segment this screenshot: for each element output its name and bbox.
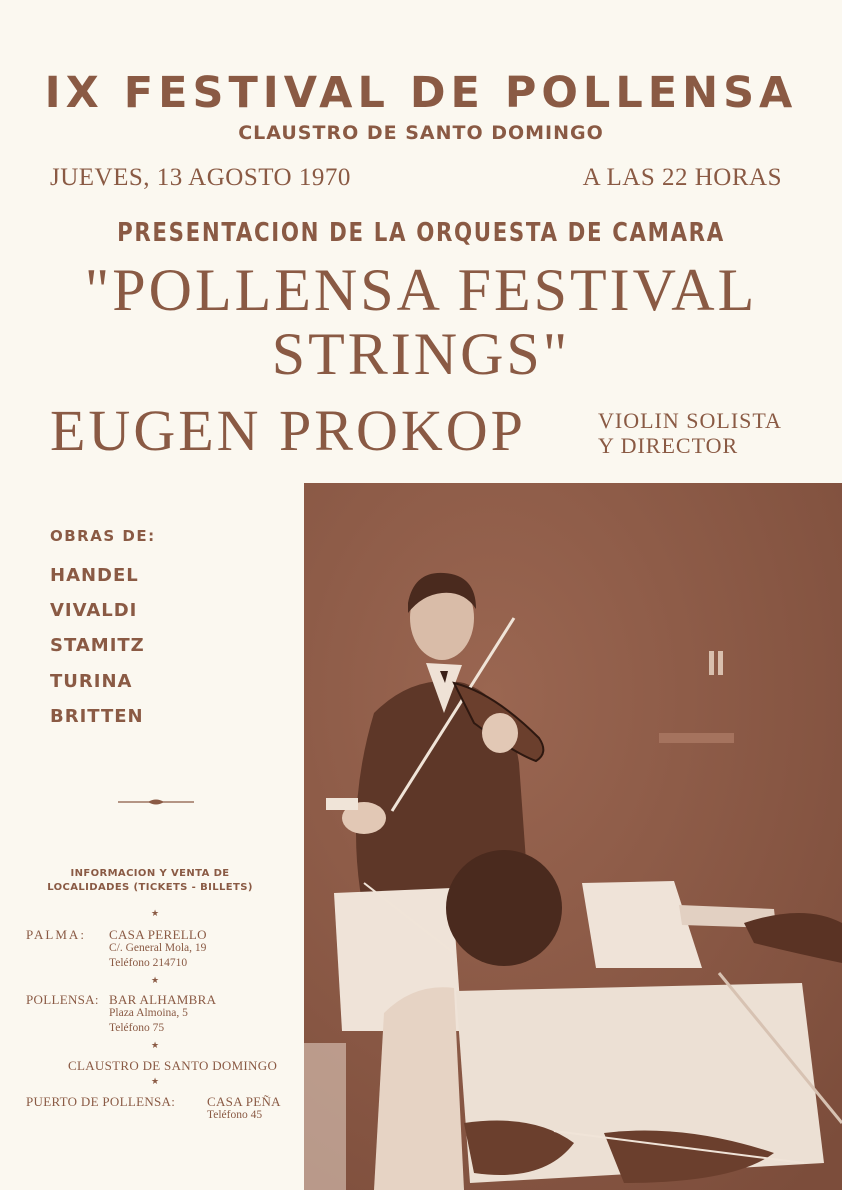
soloist-name: EUGEN PROKOP [50,398,526,463]
concert-date: JUEVES, 13 AGOSTO 1970 [50,164,351,191]
star-separator: ★ [150,908,160,918]
palma-shop: CASA PERELLO [109,927,207,942]
pollensa-phone: Teléfono 75 [109,1022,165,1034]
star-separator: ★ [150,1076,160,1086]
claustro-outlet: CLAUSTRO DE SANTO DOMINGO [68,1058,278,1073]
tickets-heading-line2: LOCALIDADES (TICKETS - BILLETS) [47,882,253,893]
composer-item: VIVALDI [50,600,138,621]
pollensa-city: POLLENSA: [26,992,99,1007]
festival-title: IX FESTIVAL DE POLLENSA [44,68,798,118]
tickets-heading-line1: INFORMACION Y VENTA DE [70,868,230,879]
palma-address: C/. General Mola, 19 [109,942,207,954]
star-separator: ★ [150,1040,160,1050]
pollensa-shop: BAR ALHAMBRA [109,992,217,1007]
concert-photo [304,483,842,1190]
puerto-shop: CASA PEÑA [207,1094,281,1109]
composer-item: BRITTEN [50,706,144,727]
puerto-phone: Teléfono 45 [207,1109,263,1121]
soloist-role-line1: VIOLIN SOLISTA [598,408,782,433]
palma-city: PALMA: [26,927,86,942]
program-label: OBRAS DE: [50,527,156,545]
composer-item: HANDEL [50,565,139,586]
puerto-city: PUERTO DE POLLENSA: [26,1094,176,1109]
composer-item: STAMITZ [50,635,145,656]
pollensa-address: Plaza Almoina, 5 [109,1007,188,1019]
composer-item: TURINA [50,671,133,692]
orchestra-name-line1: "POLLENSA FESTIVAL [84,257,758,323]
star-separator: ★ [150,975,160,985]
concert-time: A LAS 22 HORAS [582,164,782,191]
orchestra-name-line2: STRINGS" [271,321,571,387]
presentation-line: PRESENTACION DE LA ORQUESTA DE CAMARA [117,218,725,248]
venue-subtitle: CLAUSTRO DE SANTO DOMINGO [238,122,604,144]
soloist-role-line2: Y DIRECTOR [598,433,739,458]
ornament-divider [118,796,194,808]
palma-phone: Teléfono 214710 [109,957,188,969]
